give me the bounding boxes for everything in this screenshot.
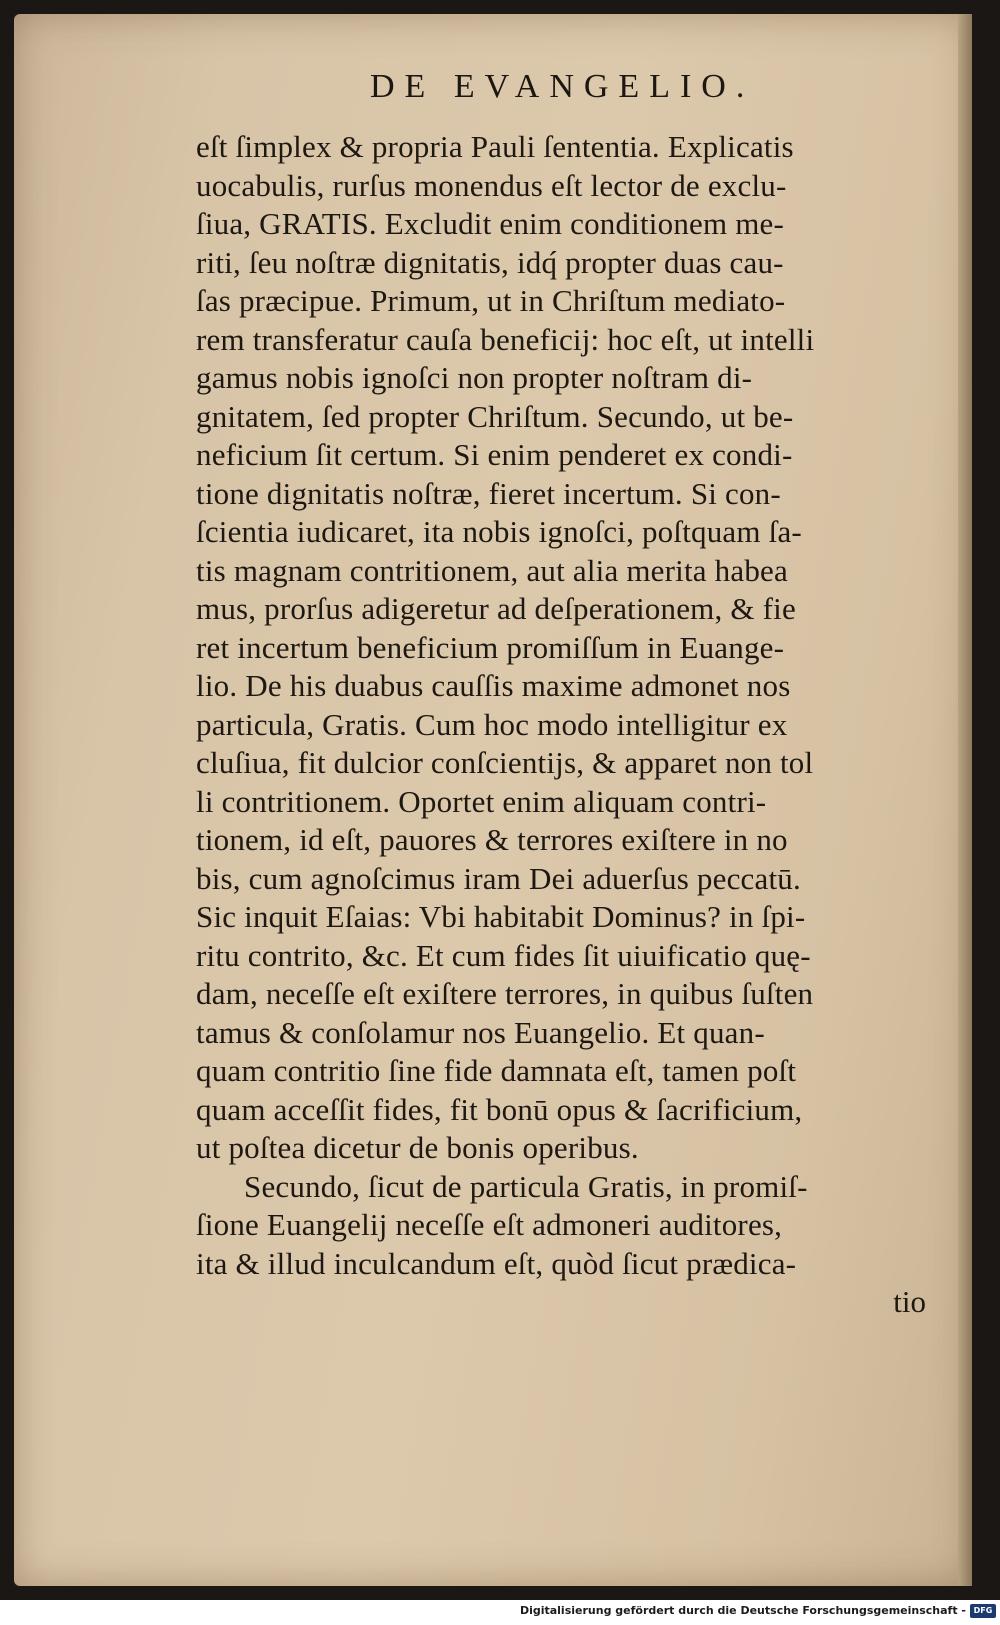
- text-line: ſione Euangelij neceſſe eſt admoneri auditores,: [196, 1207, 783, 1242]
- text-line: ſiua, GRATIS. Excludit enim conditionem me-: [196, 206, 785, 241]
- text-line: gnitatem, ſed propter Chriſtum. Secundo, ut be-: [196, 398, 794, 434]
- body-text: [196, 128, 956, 1322]
- text-line: neficium ſit certum. Si enim penderet ex condi-: [196, 437, 793, 472]
- text-line: tamus & conſolamur nos Euangelio. Et quan-: [196, 1014, 765, 1050]
- dfg-logo-icon: DFG: [970, 1604, 996, 1618]
- text-line: li contritionem. Oportet enim aliquam contri-: [196, 783, 767, 819]
- running-head: DE EVANGELIO.: [370, 68, 755, 105]
- text-line: uocabulis, rurſus monendus eſt lector de exclu-: [196, 167, 787, 203]
- text-line: tis magnam contritionem, aut alia merita habea: [196, 552, 788, 588]
- text-line: particula, Gratis. Cum hoc modo intelligitur ex: [196, 706, 788, 742]
- text-line: dam, neceſſe eſt exiſtere terrores, in quibus ſuſten: [196, 976, 814, 1011]
- text-line: Secundo, ſicut de particula Gratis, in promiſ-: [244, 1168, 808, 1204]
- text-line: eſt ſimplex & propria Pauli ſententia. Explicatis: [196, 129, 794, 164]
- text-line: bis, cum agnoſcimus iram Dei aduerſus peccatū.: [196, 860, 801, 896]
- text-line: rem transferatur cauſa beneficij: hoc eſt, ut intelli: [196, 321, 815, 357]
- text-line: ut poſtea dicetur de bonis operibus.: [196, 1130, 639, 1165]
- text-line: ſas præcipue. Primum, ut in Chriſtum mediato-: [196, 283, 786, 318]
- text-line: lio. De his duabus cauſſis maxime admonet nos: [196, 668, 791, 703]
- text-line: Sic inquit Eſaias: Vbi habitabit Dominus? in ſpi-: [196, 899, 806, 934]
- text-line: ſcientia iudicaret, ita nobis ignoſci, poſtquam ſa-: [196, 514, 802, 549]
- text-line: ritu contrito, &c. Et cum fides ſit uiuificatio quę-: [196, 937, 811, 973]
- text-line: tionem, id eſt, pauores & terrores exiſtere in no: [196, 822, 788, 857]
- page-gutter: [958, 14, 972, 1586]
- text-line: riti, ſeu noſtræ dignitatis, idq́ propter duas cau-: [196, 244, 784, 280]
- text-line: mus, prorſus adigeretur ad deſperationem, & fie: [196, 591, 796, 626]
- text-line: quam contritio ſine fide damnata eſt, tamen poſt: [196, 1053, 797, 1088]
- text-line: ret incertum beneficium promiſſum in Euange-: [196, 629, 785, 665]
- text-line: gamus nobis ignoſci non propter noſtram di-: [196, 360, 753, 395]
- text-line: cluſiua, fit dulcior conſcientijs, & apparet non tol: [196, 745, 814, 780]
- footer-bar: [0, 1600, 1000, 1625]
- text-line: ita & illud inculcandum eſt, quòd ſicut prædica-: [196, 1245, 797, 1281]
- text-line: tione dignitatis noſtræ, fieret incertum. Si con-: [196, 475, 781, 511]
- catchword: tio: [893, 1284, 926, 1319]
- footer-credit: Digitalisierung gefördert durch die Deutsche Forschungsgemeinschaft -: [519, 1604, 966, 1617]
- text-line: quam acceſſit fides, fit bonū opus & ſacrificium,: [196, 1091, 803, 1127]
